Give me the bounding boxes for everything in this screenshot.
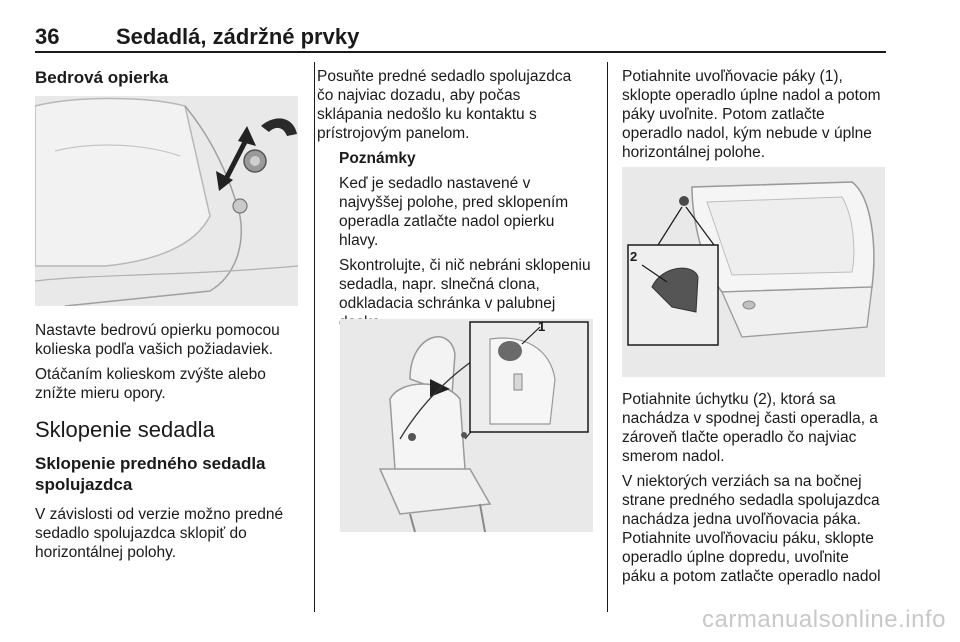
note-para-2: Skontrolujte, či nič nebráni sklopeniu sedadla, napr. slnečná clona, odkladacia schránka v palubnej <box>339 257 591 312</box>
folding-para: V závislosti od verzie možno predné sedadlo spolujazdca sklopiť do horizontálnej polohy. <box>35 506 284 561</box>
watermark: carmanualsonline.info <box>702 606 946 633</box>
column-2 <box>317 67 599 338</box>
note-para-1: Keď je sedadlo nastavené v najvyššej polohe, pred sklopením operadla zatlačte nadol opierku hlavy. <box>339 175 569 249</box>
column-divider <box>314 62 315 612</box>
column-1 <box>35 67 300 98</box>
folding-section-heading: Sklopenie sedadla <box>35 417 215 442</box>
column-3 <box>622 67 890 168</box>
strap-para: Potiahnite úchytku (2), ktorá sa nachádza v spodnej časti operadla, a zároveň tlačte operadlo čo najviac smerom nadol. <box>622 391 878 465</box>
column-1-body <box>35 321 300 568</box>
callout-2: 2 <box>630 249 638 264</box>
page-number: 36 <box>35 24 60 49</box>
column-3-body <box>622 390 890 592</box>
lumbar-para-2: Otáčaním kolieskom zvýšte alebo znížte mieru opory. <box>35 366 266 402</box>
lumbar-para-1: Nastavte bedrovú opierku pomocou kolieska podľa vašich požiadaviek. <box>35 322 280 358</box>
note-title: Poznámky <box>339 150 416 167</box>
page-title: Sedadlá, zádržné prvky <box>116 24 360 49</box>
column-divider <box>607 62 608 612</box>
release-lever-para: Potiahnite uvoľňovacie páky (1), sklopte operadlo úplne nadol a potom páky uvoľnite. Potom zatlačte operadlo nadol, kým nebude v úplne horizontálnej polohe. <box>622 68 881 161</box>
seat-release-lever-illustration <box>340 319 593 532</box>
strap-release-illustration <box>622 167 885 377</box>
slide-back-para: Posuňte predné sedadlo spolujazdca čo najviac dozadu, aby počas sklápania nedošlo ku kontaktu s prístrojovým panelom. <box>317 68 572 142</box>
lumbar-support-heading: Bedrová opierka <box>35 68 169 87</box>
single-lever-para: V niektorých verziách sa na bočnej strane predného sedadla spolujazdca nachádza jedna uvoľňovacia páka. Potiahnite uvoľňovaciu páku, sklopte operadlo úplne dopredu, uvoľnite páku a potom zatlačte operadlo nadol <box>622 473 881 585</box>
folding-subheading: Sklopenie predného sedadla spolujazdca <box>35 454 266 494</box>
callout-1: 1 <box>538 319 546 334</box>
header-rule <box>35 51 886 53</box>
lumbar-support-illustration <box>35 96 298 306</box>
note-block <box>339 149 599 332</box>
